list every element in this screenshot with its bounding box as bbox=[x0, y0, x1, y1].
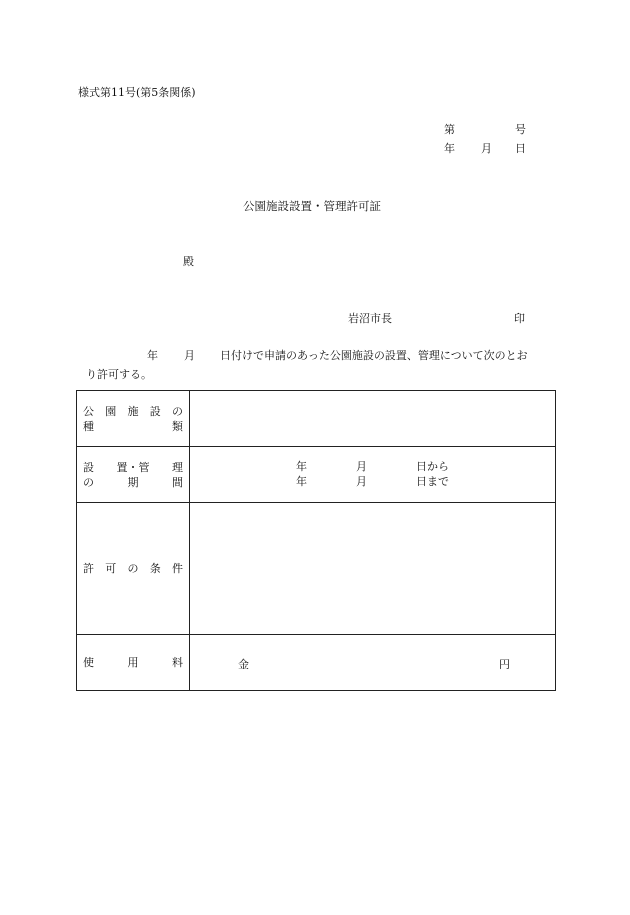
facility-type-label-line2: 種 類 bbox=[83, 419, 183, 433]
document-title: 公園施設設置・管理許可証 bbox=[243, 199, 381, 213]
conditions-value[interactable] bbox=[190, 503, 556, 635]
conditions-label: 許 可 の 条 件 bbox=[77, 503, 190, 635]
form-number: 様式第11号(第5条関係) bbox=[78, 86, 196, 99]
usage-fee-prefix: 金 bbox=[238, 658, 249, 671]
issuer-name: 岩沼市長 bbox=[348, 312, 392, 325]
table-row-period bbox=[77, 447, 556, 503]
permission-statement-line2: り許可する。 bbox=[86, 368, 152, 381]
usage-fee-yen-unit: 円 bbox=[499, 658, 510, 671]
period-start-year: 年 bbox=[296, 460, 307, 473]
application-date-month: 月 bbox=[184, 349, 195, 362]
facility-type-label bbox=[77, 391, 190, 447]
period-end-day: 日まで bbox=[416, 475, 449, 488]
facility-type-value[interactable] bbox=[190, 391, 556, 447]
period-label-line1: 設 置・管 理 bbox=[83, 460, 183, 474]
document-number-suffix: 号 bbox=[515, 123, 526, 136]
period-start-day: 日から bbox=[416, 460, 449, 473]
table-row-facility-type bbox=[77, 391, 556, 447]
period-label-line2: の 期 間 bbox=[83, 475, 183, 489]
issue-date-day: 日 bbox=[515, 142, 526, 155]
period-end-month: 月 bbox=[356, 475, 367, 488]
permission-statement-line1: 日付けで申請のあった公園施設の設置、管理について次のとお bbox=[220, 349, 528, 362]
addressee-honorific: 殿 bbox=[183, 255, 194, 268]
seal-mark: 印 bbox=[514, 312, 525, 325]
issue-date-month: 月 bbox=[481, 142, 492, 155]
period-end-year: 年 bbox=[296, 475, 307, 488]
facility-type-label-line1: 公 園 施 設 の bbox=[83, 404, 183, 418]
permit-details-table bbox=[76, 390, 556, 691]
usage-fee-value[interactable] bbox=[190, 635, 556, 691]
period-start-month: 月 bbox=[356, 460, 367, 473]
table-row-conditions bbox=[77, 503, 556, 635]
application-date-year: 年 bbox=[147, 349, 158, 362]
period-label bbox=[77, 447, 190, 503]
issue-date-year: 年 bbox=[444, 142, 455, 155]
table-row-usage-fee bbox=[77, 635, 556, 691]
period-value[interactable] bbox=[190, 447, 556, 503]
usage-fee-label: 使 用 料 bbox=[77, 635, 190, 691]
document-number-label: 第 bbox=[444, 123, 455, 136]
